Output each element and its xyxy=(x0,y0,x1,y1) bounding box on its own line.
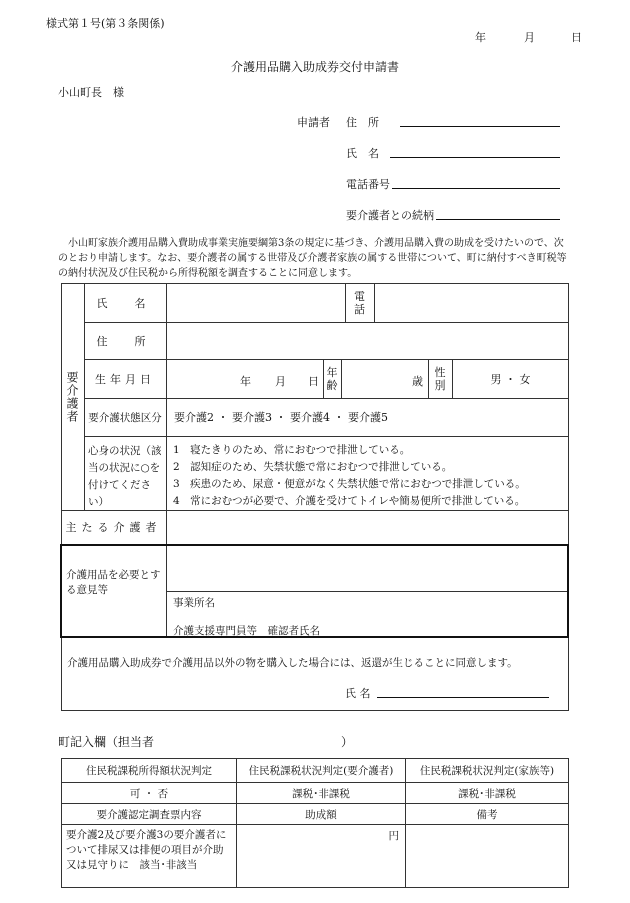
applicant-name-label: 氏 名 xyxy=(346,147,379,160)
main-caregiver-label: 主たる介護者 xyxy=(65,521,162,534)
applicant-relation-label: 要介護者との続柄 xyxy=(346,209,434,222)
applicant-name-field[interactable] xyxy=(390,157,560,158)
applicant-relation-field[interactable] xyxy=(436,219,560,220)
applicant-phone-field[interactable] xyxy=(392,188,560,189)
sex-label: 性別 xyxy=(434,365,446,392)
opinion-field[interactable] xyxy=(167,547,567,590)
applicant-address-label: 住 所 xyxy=(346,116,379,129)
condition-label: 心身の状況（該当の状況に○を付けてください） xyxy=(88,445,162,508)
subsidy-amount-cell[interactable]: 円 xyxy=(237,825,406,888)
office-name-label: 事業所名 xyxy=(173,597,215,609)
phone-label: 電話 xyxy=(354,289,365,316)
phone-field[interactable] xyxy=(375,284,568,321)
birth-day-label: 日 xyxy=(308,375,319,388)
tax-family-judgement[interactable]: 課税･非課税 xyxy=(406,783,569,804)
header-subsidy-amount: 助成額 xyxy=(237,804,406,825)
condition-item-2[interactable]: 2 認知症のため、失禁状態で常におむつで排泄している。 xyxy=(173,461,453,473)
consent-name-label: 氏 名 xyxy=(345,687,371,700)
opinion-label: 介護用品を必要とする意見等 xyxy=(66,569,161,596)
office-section-heading: 町記入欄（担当者 xyxy=(58,735,155,749)
survey-content-cell[interactable]: 要介護2及び要介護3の要介護者について排尿又は排便の項目が介助又は見守りに 該当･非該当 xyxy=(62,825,237,888)
tax-recipient-judgement[interactable]: 課税･非課税 xyxy=(237,783,406,804)
condition-item-3[interactable]: 3 疾患のため、尿意・便意がなく失禁状態で常におむつで排泄している。 xyxy=(173,478,526,490)
confirmer-name-label: 介護支援専門員等 確認者氏名 xyxy=(173,625,320,637)
sex-options[interactable]: 男 ・ 女 xyxy=(490,372,531,386)
remarks-cell[interactable] xyxy=(406,825,569,888)
applicant-phone-label: 電話番号 xyxy=(346,178,390,191)
main-caregiver-field[interactable] xyxy=(167,511,568,543)
birth-date-label: 生年月日 xyxy=(95,372,155,386)
address-field[interactable] xyxy=(167,323,568,358)
care-recipient-side-label: 要介護者 xyxy=(65,370,79,423)
age-unit: 歳 xyxy=(412,375,423,388)
applicant-label: 申請者 xyxy=(297,116,330,129)
document-title: 介護用品購入助成券交付申請書 xyxy=(230,60,399,74)
condition-list xyxy=(173,442,526,510)
intro-paragraph: 小山町家族介護用品購入費助成事業実施要綱第3条の規定に基づき、介護用品購入費の助成を受けたいので、次のとおり申請します。なお、要介護者の属する世帯及び介護者家族の属する世帯について、町に納付すべき町税等の納付状況及び住民税から所得税額を調査することに同意します。 xyxy=(58,238,567,279)
care-level-options[interactable]: 要介護2 ・ 要介護3 ・ 要介護4 ・ 要介護5 xyxy=(174,411,388,424)
date-month-label: 月 xyxy=(524,31,535,44)
date-day-label: 日 xyxy=(571,31,582,44)
condition-item-1[interactable]: 1 寝たきりのため、常におむつで排泄している。 xyxy=(173,444,411,456)
name-label: 氏 名 xyxy=(96,296,154,310)
applicant-address-field[interactable] xyxy=(400,126,560,127)
addressee: 小山町長 様 xyxy=(58,86,124,99)
consent-name-field[interactable] xyxy=(377,697,549,698)
address-label: 住 所 xyxy=(96,334,154,348)
birth-month-label: 月 xyxy=(275,375,286,388)
header-tax-recipient: 住民税課税状況判定(要介護者) xyxy=(237,759,406,783)
header-income-tax: 住民税課税所得額状況判定 xyxy=(62,759,237,783)
header-survey-content: 要介護認定調査票内容 xyxy=(62,804,237,825)
age-label: 年齢 xyxy=(326,365,338,392)
consent-text: 介護用品購入助成券で介護用品以外の物を購入した場合には、返還が生じることに同意します。 xyxy=(67,657,518,669)
date-year-label: 年 xyxy=(475,31,486,44)
header-remarks: 備考 xyxy=(406,804,569,825)
form-number: 様式第１号(第３条関係) xyxy=(46,17,165,30)
office-section-heading-close: ） xyxy=(341,735,354,749)
condition-item-4[interactable]: 4 常におむつが必要で、介護を受けてトイレや簡易便所で排泄している。 xyxy=(173,495,526,507)
income-tax-judgement[interactable]: 可 ・ 否 xyxy=(62,783,237,804)
name-field[interactable] xyxy=(167,284,345,321)
office-table xyxy=(61,758,569,888)
header-tax-family: 住民税課税状況判定(家族等) xyxy=(406,759,569,783)
care-level-label: 要介護状態区分 xyxy=(88,411,162,424)
birth-year-label: 年 xyxy=(240,375,251,388)
